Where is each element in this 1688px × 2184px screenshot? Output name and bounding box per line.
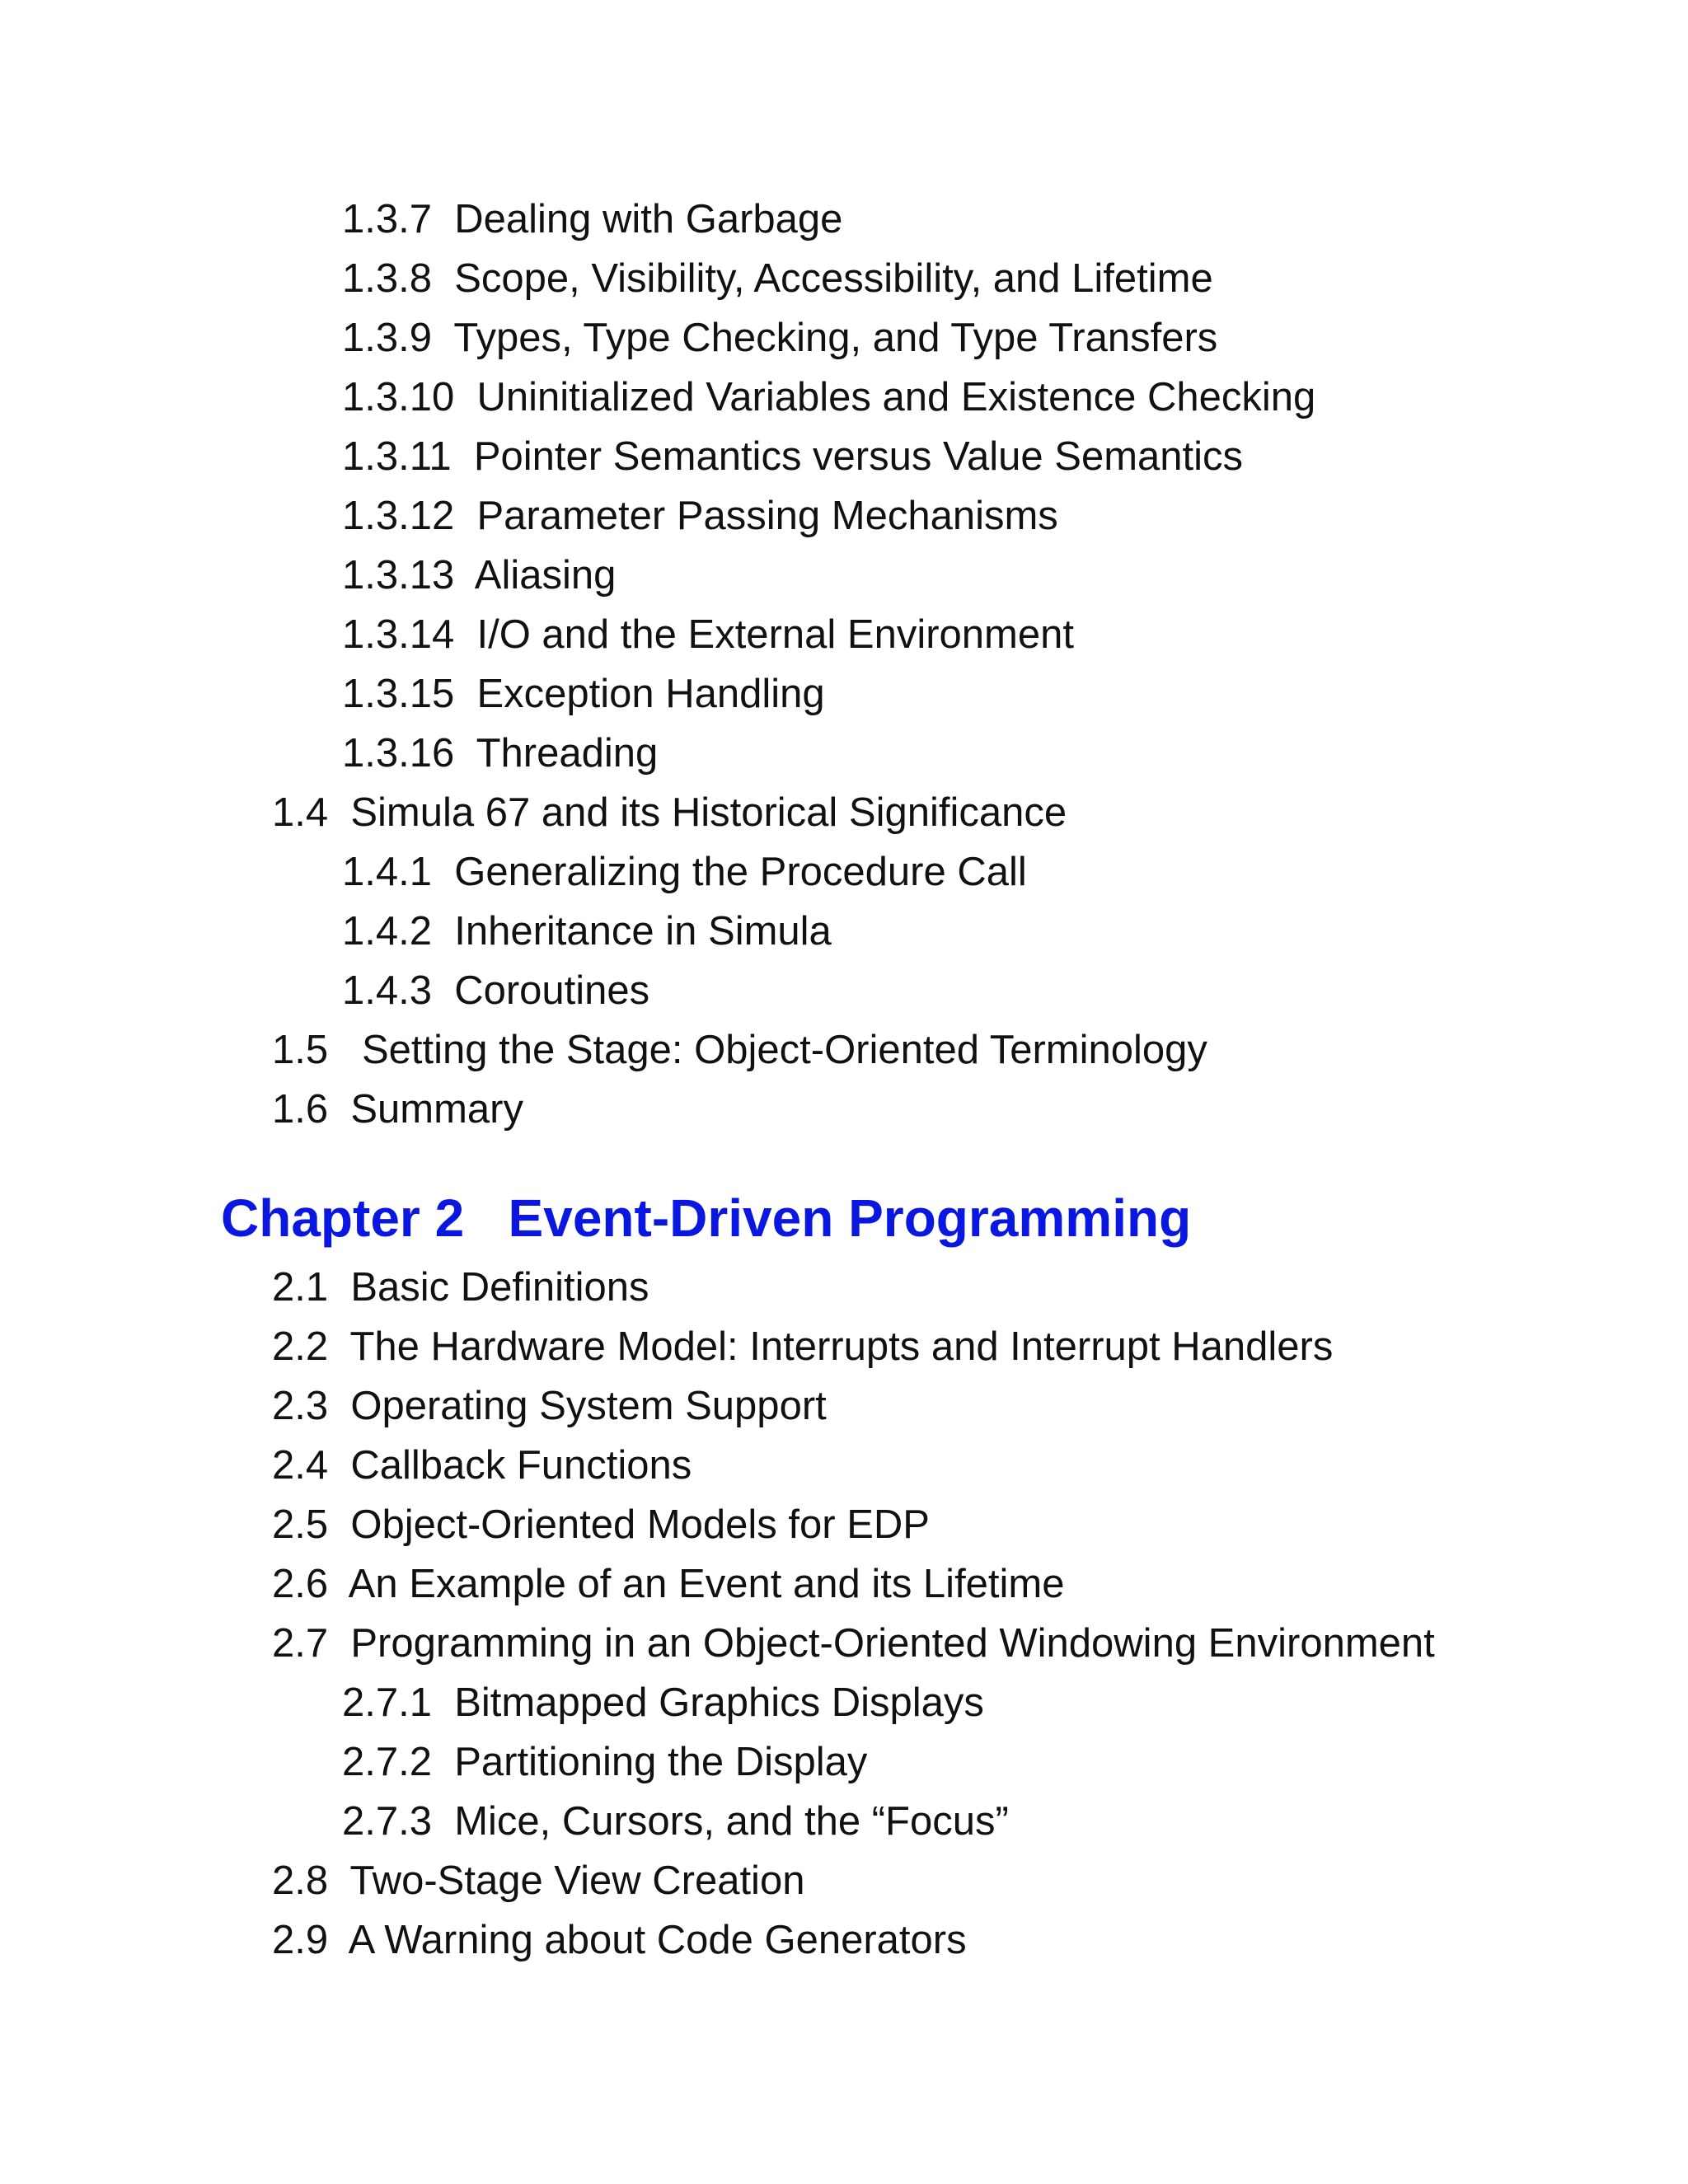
toc-section: 1.5 Setting the Stage: Object-Oriented Terminology	[272, 1028, 1207, 1072]
toc-entry: 1.3.12 Parameter Passing Mechanisms	[342, 494, 1058, 538]
toc-entry: 1.3.9 Types, Type Checking, and Type Transfers	[342, 316, 1218, 360]
toc-entry: 2.7.1 Bitmapped Graphics Displays	[342, 1680, 984, 1725]
toc-entry: 1.3.15 Exception Handling	[342, 672, 825, 716]
toc-entry: 1.3.11 Pointer Semantics versus Value Semantics	[342, 434, 1244, 479]
toc-section: 2.6 An Example of an Event and its Lifetime	[272, 1562, 1065, 1606]
toc-entry: 1.3.14 I/O and the External Environment	[342, 612, 1074, 657]
toc-entry: 1.3.16 Threading	[342, 731, 659, 776]
toc-section: 2.2 The Hardware Model: Interrupts and Interrupt Handlers	[272, 1324, 1334, 1369]
toc-entry: 2.7.3 Mice, Cursors, and the “Focus”	[342, 1799, 1009, 1844]
toc-entry: 1.4.3 Coroutines	[342, 968, 650, 1013]
toc-entry: 1.3.8 Scope, Visibility, Accessibility, and Lifetime	[342, 256, 1213, 301]
toc-section: 2.4 Callback Functions	[272, 1443, 692, 1488]
toc-entry: 1.3.13 Aliasing	[342, 553, 617, 598]
toc-entry: 1.3.10 Uninitialized Variables and Existence Checking	[342, 375, 1316, 419]
toc-section: 2.7 Programming in an Object-Oriented Windowing Environment	[272, 1621, 1435, 1666]
toc-section: 1.6 Summary	[272, 1087, 523, 1132]
toc-section: 2.5 Object-Oriented Models for EDP	[272, 1502, 930, 1547]
toc-section: 1.4 Simula 67 and its Historical Significance	[272, 790, 1067, 835]
toc-entry: 1.4.1 Generalizing the Procedure Call	[342, 850, 1027, 894]
toc-entry: 2.7.2 Partitioning the Display	[342, 1740, 868, 1784]
chapter-heading: Chapter 2 Event-Driven Programming	[221, 1188, 1192, 1248]
toc-section: 2.8 Two-Stage View Creation	[272, 1858, 805, 1903]
toc-section: 2.3 Operating System Support	[272, 1384, 827, 1428]
toc-entry: 1.4.2 Inheritance in Simula	[342, 909, 832, 954]
toc-section: 2.1 Basic Definitions	[272, 1265, 649, 1310]
toc-entry: 1.3.7 Dealing with Garbage	[342, 197, 843, 241]
toc-section: 2.9 A Warning about Code Generators	[272, 1918, 967, 1962]
